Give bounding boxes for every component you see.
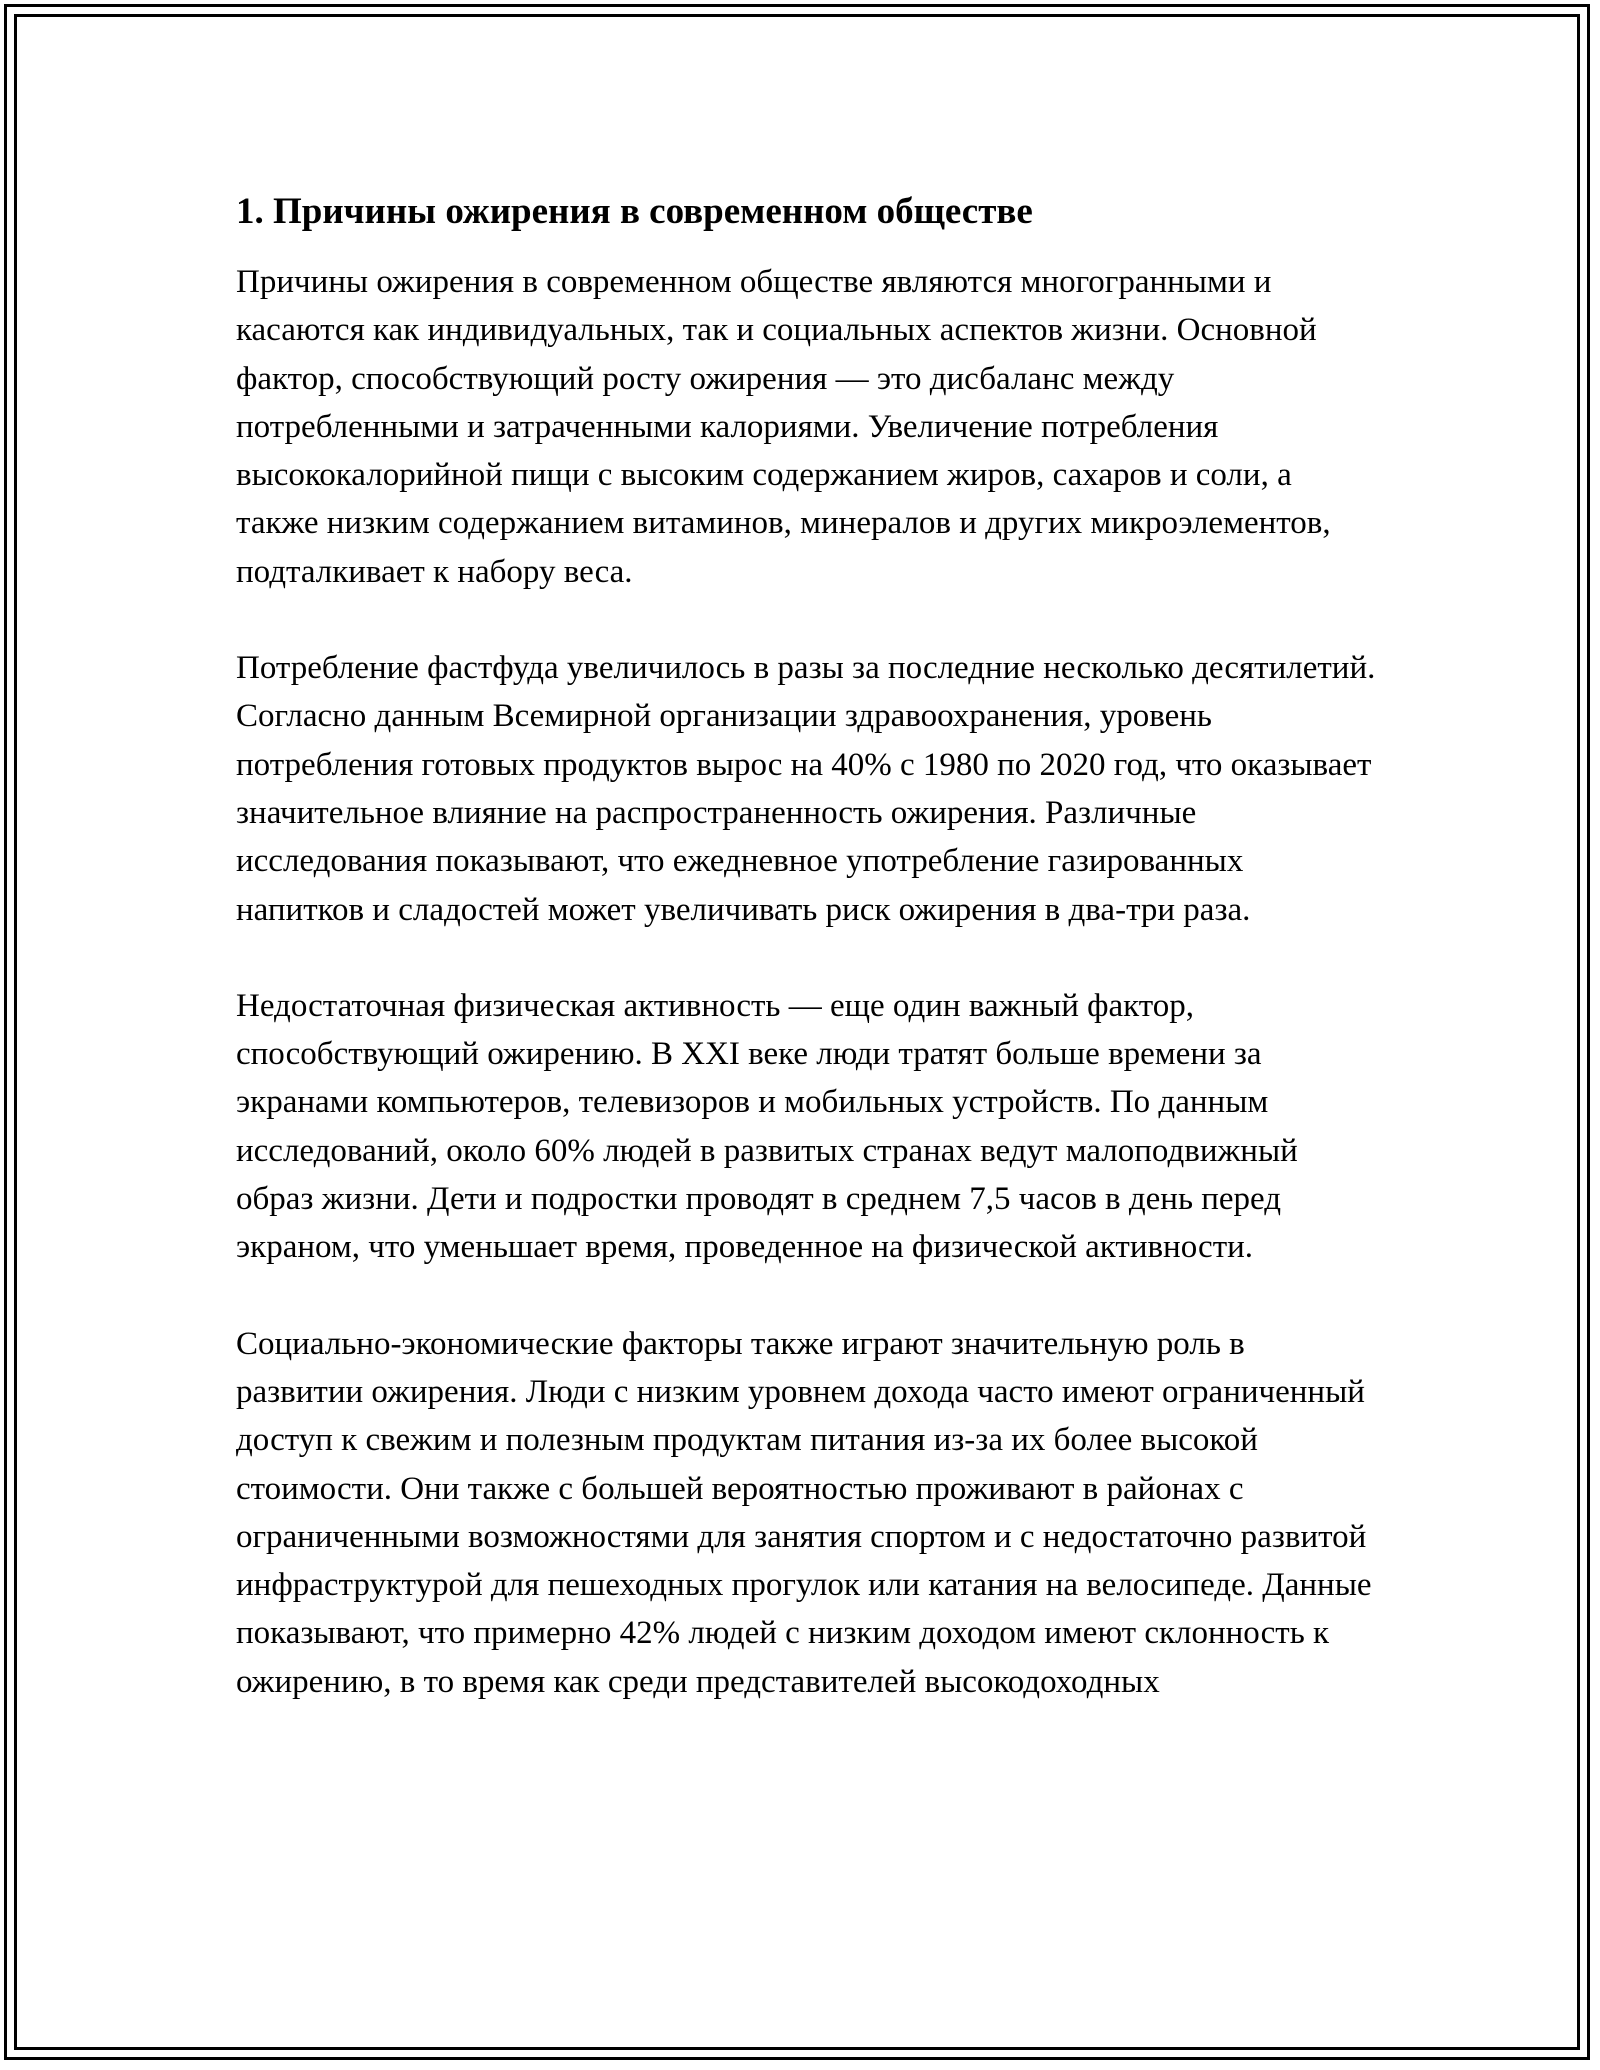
paragraph-physical-activity: Недостаточная физическая активность — еще один важный фактор, способствующий ожирению. В XXI веке люди тратят больше времени за экранами компьютеров, телевизоров и мобильных устройств. По данным исследований, около 60% людей в развитых странах ведут малоподвижный образ жизни. Дети и подростки проводят в среднем 7,5 часов в день перед экраном, что уменьшает время, проведенное на физической активности. (236, 987, 1298, 1266)
paragraph-fast-food: Потребление фастфуда увеличилось в разы за последние несколько десятилетий. Согласно данным Всемирной организации здравоохранения, уровень потребления готовых продуктов вырос на 40% с 1980 по 2020 год, что оказывает значительное влияние на распространенность ожирения. Различные исследования показывают, что ежедневное употребление газированных напитков и сладостей может увеличивать риск ожирения в два-три раза. (236, 650, 1376, 928)
paragraph-causes-overview: Причины ожирения в современном обществе являются многогранными и касаются как индивидуальных, так и социальных аспектов жизни. Основной фактор, способствующий росту ожирения — это дисбаланс между потребленными и затраченными калориями. Увеличение потребления высококалорийной пищи с высоким содержанием жиров, сахаров и соли, а также низким содержанием витаминов, минералов и других микроэлементов, подталкивает к набору веса. (236, 264, 1331, 590)
paragraph-socioeconomic: Социально-экономические факторы также играют значительную роль в развитии ожирения. Люди с низким уровнем дохода часто имеют ограниченный доступ к свежим и полезным продуктам питания из-за их более высокой стоимости. Они также с большей вероятностью проживают в районах с ограниченными возможностями для занятия спортом и с недостаточно развитой инфраструктурой для пешеходных прогулок или катания на велосипеде. Данные показывают, что примерно 42% людей с низким доходом имеют склонность к ожирению, в то время как среди представителей высокодоходных (236, 1325, 1372, 1700)
section-heading: 1. Причины ожирения в современном обществе (236, 191, 1033, 232)
document-body (236, 186, 1376, 1754)
